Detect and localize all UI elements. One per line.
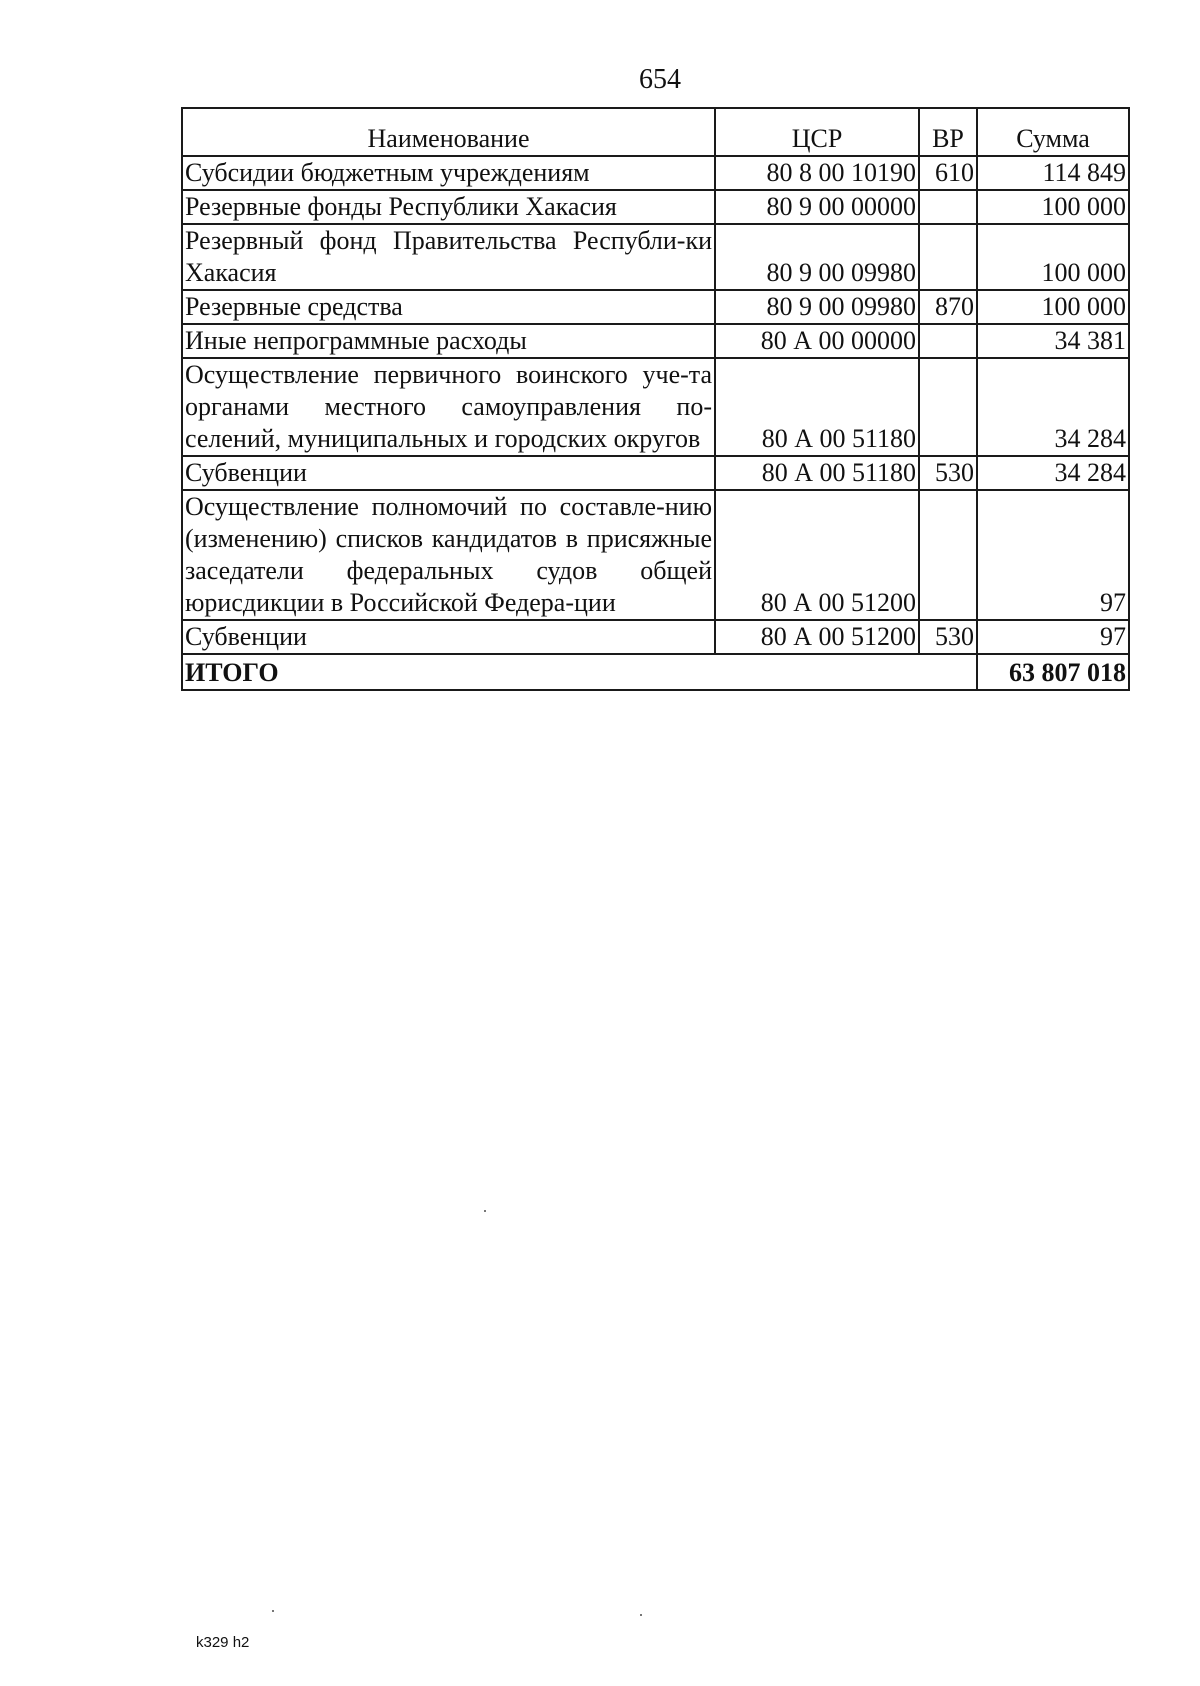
row-csr: 80 А 00 51200 bbox=[715, 620, 919, 654]
row-csr: 80 9 00 09980 bbox=[715, 290, 919, 324]
row-csr: 80 А 00 00000 bbox=[715, 324, 919, 358]
row-csr: 80 8 00 10190 bbox=[715, 156, 919, 190]
row-vr bbox=[919, 324, 977, 358]
row-vr: 870 bbox=[919, 290, 977, 324]
table-header-row bbox=[182, 108, 1129, 156]
row-name: Осуществление полномочий по составле-нию (изменению) списков кандидатов в присяжные заседатели федеральных судов общей юрисдикции в Российской Федера-ции bbox=[182, 490, 715, 620]
budget-table bbox=[181, 107, 1130, 691]
row-sum: 34 284 bbox=[977, 456, 1129, 490]
footer-code: k329 h2 bbox=[196, 1634, 250, 1651]
row-sum: 97 bbox=[977, 490, 1129, 620]
row-csr: 80 А 00 51180 bbox=[715, 358, 919, 456]
row-vr bbox=[919, 358, 977, 456]
table-row bbox=[182, 324, 1129, 358]
row-name: Резервные фонды Республики Хакасия bbox=[182, 190, 715, 224]
row-sum: 34 381 bbox=[977, 324, 1129, 358]
total-sum: 63 807 018 bbox=[977, 654, 1129, 690]
header-sum: Сумма bbox=[977, 108, 1129, 156]
table-row bbox=[182, 224, 1129, 290]
page-number: 654 bbox=[639, 64, 681, 95]
row-name: Резервный фонд Правительства Республи-ки Хакасия bbox=[182, 224, 715, 290]
table-row bbox=[182, 456, 1129, 490]
table-row bbox=[182, 190, 1129, 224]
row-name: Субвенции bbox=[182, 620, 715, 654]
total-row bbox=[182, 654, 1129, 690]
row-sum: 34 284 bbox=[977, 358, 1129, 456]
row-csr: 80 А 00 51180 bbox=[715, 456, 919, 490]
row-vr: 530 bbox=[919, 620, 977, 654]
row-sum: 100 000 bbox=[977, 190, 1129, 224]
header-name: Наименование bbox=[182, 108, 715, 156]
row-name: Резервные средства bbox=[182, 290, 715, 324]
scan-speck bbox=[484, 1210, 486, 1212]
table-row bbox=[182, 156, 1129, 190]
row-name: Субвенции bbox=[182, 456, 715, 490]
row-sum: 114 849 bbox=[977, 156, 1129, 190]
table-row bbox=[182, 490, 1129, 620]
row-sum: 97 bbox=[977, 620, 1129, 654]
row-vr bbox=[919, 190, 977, 224]
row-csr: 80 А 00 51200 bbox=[715, 490, 919, 620]
total-label: ИТОГО bbox=[182, 654, 977, 690]
row-csr: 80 9 00 00000 bbox=[715, 190, 919, 224]
table-row bbox=[182, 620, 1129, 654]
scan-speck bbox=[272, 1610, 274, 1612]
row-name: Субсидии бюджетным учреждениям bbox=[182, 156, 715, 190]
row-vr bbox=[919, 224, 977, 290]
row-sum: 100 000 bbox=[977, 290, 1129, 324]
row-name: Иные непрограммные расходы bbox=[182, 324, 715, 358]
scan-speck bbox=[640, 1614, 642, 1616]
row-vr bbox=[919, 490, 977, 620]
row-csr: 80 9 00 09980 bbox=[715, 224, 919, 290]
header-vr: ВР bbox=[919, 108, 977, 156]
table-row bbox=[182, 358, 1129, 456]
row-vr: 610 bbox=[919, 156, 977, 190]
header-csr: ЦСР bbox=[715, 108, 919, 156]
table-row bbox=[182, 290, 1129, 324]
row-vr: 530 bbox=[919, 456, 977, 490]
row-sum: 100 000 bbox=[977, 224, 1129, 290]
row-name: Осуществление первичного воинского уче-та органами местного самоуправления по-селений, муниципальных и городских округов bbox=[182, 358, 715, 456]
